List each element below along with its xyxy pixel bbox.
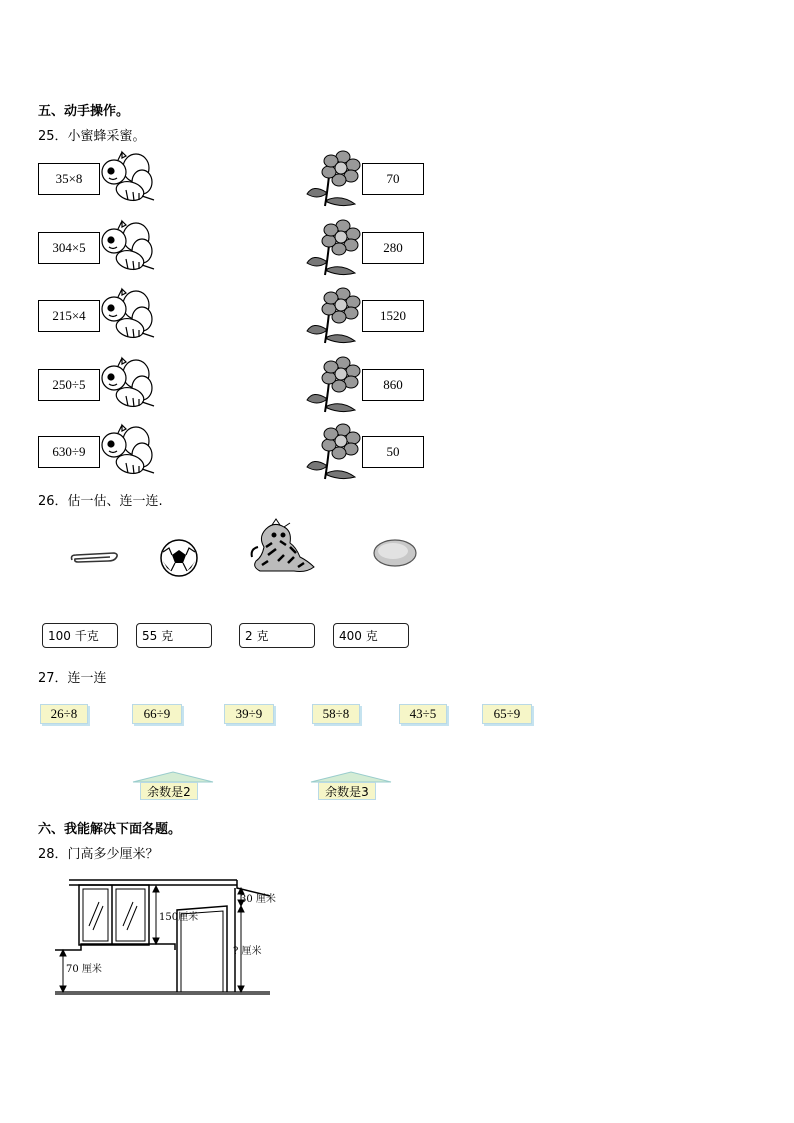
question-27-title: 27．连一连 [38,671,107,686]
question-28-title: 28．门高多少厘米？ [38,847,159,862]
top-gap-label: 30 厘米 [240,894,276,905]
flower-icon [305,150,361,208]
bee-icon [98,356,156,412]
bee-icon [98,287,156,343]
weight-option: 55 克 [136,623,212,648]
base-height-label: 70 厘米 [66,964,102,975]
remainder-house: 余数是2 [140,782,198,800]
division-card: 58÷8 [312,704,360,724]
weight-option: 100 千克 [42,623,118,648]
window-height-label: 150厘米 [159,912,199,923]
flower-icon [305,219,361,277]
weight-option: 2 克 [239,623,315,648]
soccer-ball-icon [159,538,199,578]
answer-box: 50 [362,436,424,468]
expression-box: 304×5 [38,232,100,264]
flower-icon [305,423,361,481]
expression-box: 250÷5 [38,369,100,401]
expression-box: 215×4 [38,300,100,332]
soap-icon [373,538,419,568]
answer-box: 1520 [362,300,424,332]
door-height-label: ? 厘米 [233,946,262,957]
remainder-house: 余数是3 [318,782,376,800]
answer-box: 280 [362,232,424,264]
question-26-title: 26．估一估、连一连. [38,494,163,509]
question-25-title: 25．小蜜蜂采蜜。 [38,129,146,144]
flower-icon [305,287,361,345]
bee-icon [98,423,156,479]
division-card: 43÷5 [399,704,447,724]
division-card: 26÷8 [40,704,88,724]
weight-option: 400 克 [333,623,409,648]
flower-icon [305,356,361,414]
section-heading-6: 六、我能解决下面各题。 [38,822,182,837]
bee-icon [98,150,156,206]
expression-box: 35×8 [38,163,100,195]
division-card: 66÷9 [132,704,182,724]
division-card: 65÷9 [482,704,532,724]
toy-tiger-icon [250,517,320,575]
bee-icon [98,219,156,275]
paperclip-icon [68,550,120,566]
door-height-diagram [55,868,275,1000]
expression-box: 630÷9 [38,436,100,468]
division-card: 39÷9 [224,704,274,724]
answer-box: 860 [362,369,424,401]
answer-box: 70 [362,163,424,195]
section-heading-5: 五、动手操作。 [38,104,130,119]
